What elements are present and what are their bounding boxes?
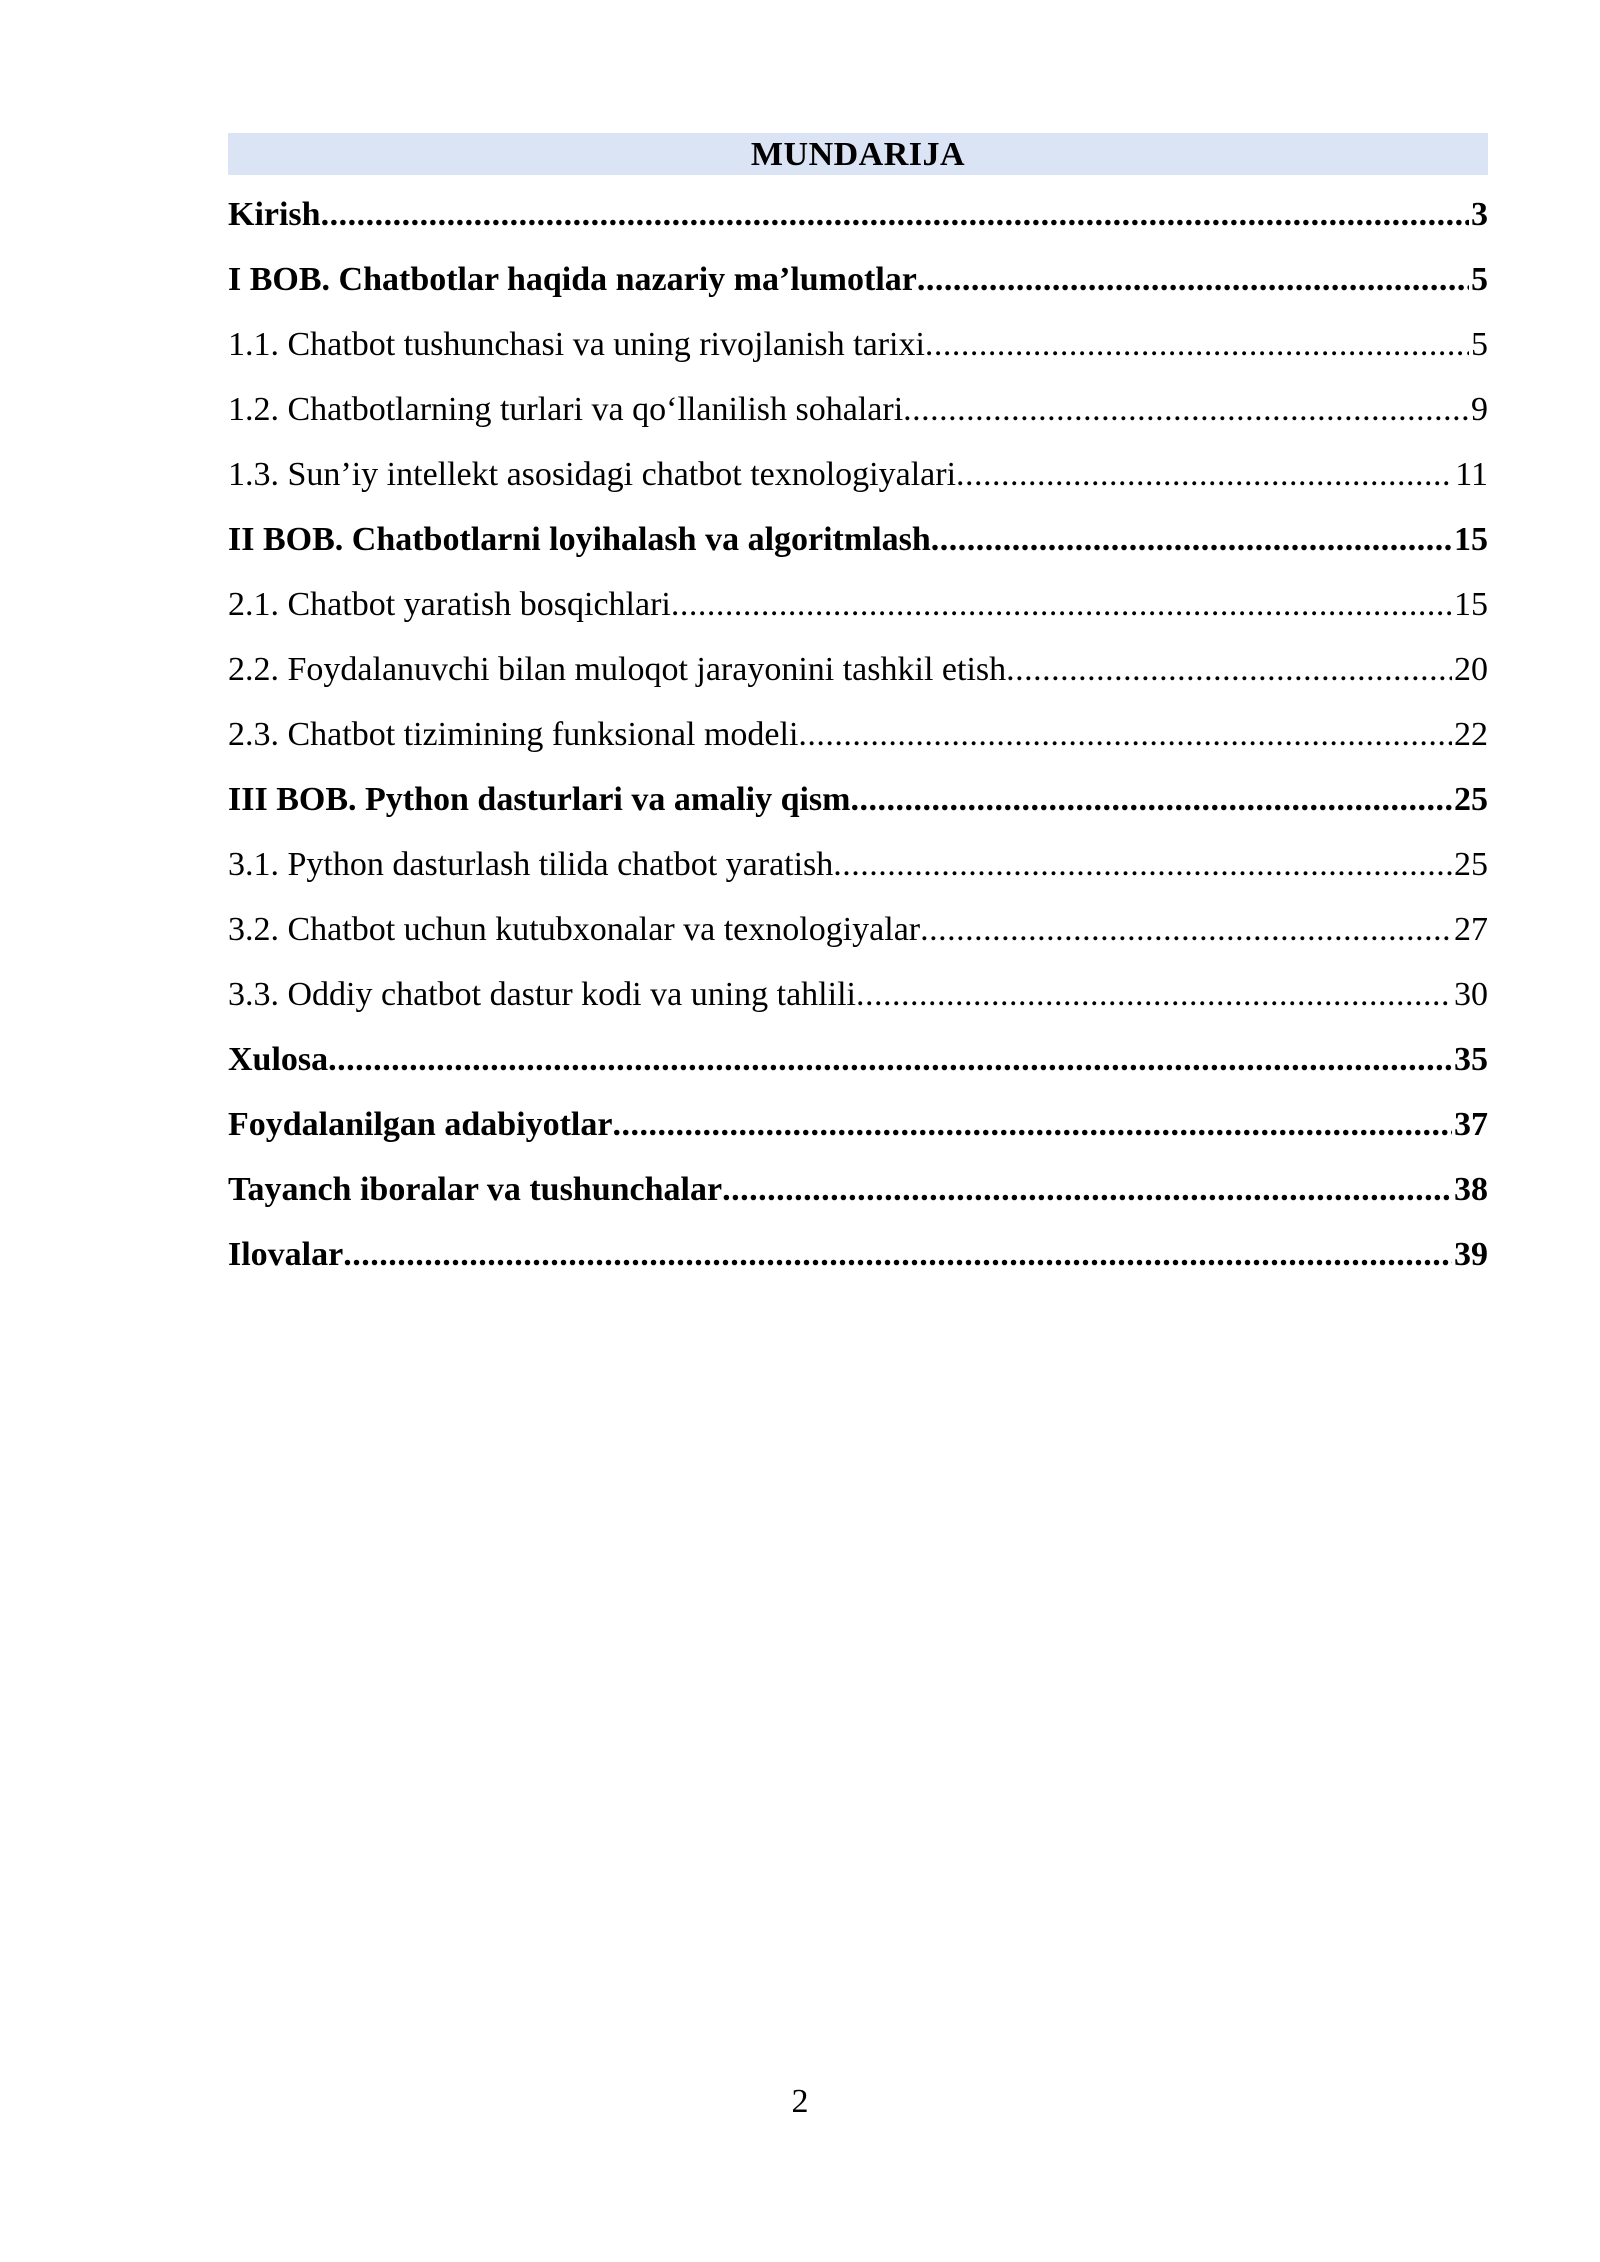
toc-entry-page: 39 bbox=[1454, 1236, 1488, 1273]
toc-entry-label: 2.3. Chatbot tizimining funksional modeli bbox=[228, 716, 799, 753]
toc-entry-page: 25 bbox=[1454, 781, 1488, 818]
toc-entry[interactable] bbox=[228, 1222, 1488, 1287]
toc-entry-label: 1.2. Chatbotlarning turlari va qo‘llanilish sohalari bbox=[228, 391, 904, 428]
toc-dot-leader bbox=[856, 962, 1452, 1027]
toc-entry-label: II BOB. Chatbotlarni loyihalash va algoritmlash bbox=[228, 521, 931, 558]
page-number: 2 bbox=[791, 2083, 809, 2120]
toc-entry-label: I BOB. Chatbotlar haqida nazariy ma’lumotlar bbox=[228, 261, 917, 298]
toc-entry-page: 27 bbox=[1454, 911, 1488, 948]
toc-dot-leader bbox=[917, 247, 1469, 312]
toc-dot-leader bbox=[798, 702, 1452, 767]
toc-dot-leader bbox=[612, 1092, 1452, 1157]
toc-entry[interactable] bbox=[228, 1027, 1488, 1092]
toc-entry[interactable] bbox=[228, 572, 1488, 637]
toc-entry[interactable] bbox=[228, 832, 1488, 897]
toc-entry-page: 38 bbox=[1454, 1171, 1488, 1208]
toc-entry[interactable] bbox=[228, 442, 1488, 507]
toc-entry-page: 22 bbox=[1454, 716, 1488, 753]
toc-entry-page: 15 bbox=[1454, 586, 1488, 623]
toc-entry[interactable] bbox=[228, 702, 1488, 767]
toc-entry-label: Xulosa bbox=[228, 1041, 329, 1078]
toc-entry-page: 9 bbox=[1471, 391, 1488, 428]
toc-dot-leader bbox=[931, 507, 1452, 572]
toc-entry-label: Foydalanilgan adabiyotlar bbox=[228, 1106, 613, 1143]
toc-entry-label: 3.2. Chatbot uchun kutubxonalar va texnologiyalar bbox=[228, 911, 921, 948]
toc-entry-label: 2.1. Chatbot yaratish bosqichlari bbox=[228, 586, 671, 623]
toc-entry-page: 11 bbox=[1455, 456, 1488, 493]
toc-entry[interactable] bbox=[228, 507, 1488, 572]
toc-entry-label: 3.1. Python dasturlash tilida chatbot yaratish bbox=[228, 846, 834, 883]
toc-entry[interactable] bbox=[228, 897, 1488, 962]
toc-dot-leader bbox=[321, 182, 1469, 247]
toc-entry[interactable] bbox=[228, 767, 1488, 832]
toc-entry[interactable] bbox=[228, 1157, 1488, 1222]
toc-entry-label: Tayanch iboralar va tushunchalar bbox=[228, 1171, 723, 1208]
toc-dot-leader bbox=[833, 832, 1452, 897]
toc-dot-leader bbox=[343, 1222, 1452, 1287]
toc-entry[interactable] bbox=[228, 637, 1488, 702]
toc-entry-page: 25 bbox=[1454, 846, 1488, 883]
toc-dot-leader bbox=[850, 767, 1452, 832]
toc-dot-leader bbox=[328, 1027, 1452, 1092]
toc-entry-page: 5 bbox=[1471, 261, 1488, 298]
toc-entry[interactable] bbox=[228, 182, 1488, 247]
toc-entry[interactable] bbox=[228, 377, 1488, 442]
toc-entry-label: 3.3. Oddiy chatbot dastur kodi va uning tahlili bbox=[228, 976, 856, 1013]
toc-dot-leader bbox=[1006, 637, 1452, 702]
toc-dot-leader bbox=[671, 572, 1452, 637]
toc-entry-label: 1.1. Chatbot tushunchasi va uning rivojlanish tarixi bbox=[228, 326, 925, 363]
toc-title: MUNDARIJA bbox=[228, 133, 1488, 175]
toc-entry-page: 5 bbox=[1471, 326, 1488, 363]
toc-entry-label: Ilovalar bbox=[228, 1236, 344, 1273]
toc-dot-leader bbox=[722, 1157, 1452, 1222]
toc-dot-leader bbox=[925, 312, 1469, 377]
table-of-contents bbox=[228, 133, 1488, 1287]
toc-entry[interactable] bbox=[228, 312, 1488, 377]
toc-entry[interactable] bbox=[228, 1092, 1488, 1157]
toc-entry-page: 37 bbox=[1454, 1106, 1488, 1143]
toc-entry-label: 1.3. Sun’iy intellekt asosidagi chatbot texnologiyalari bbox=[228, 456, 957, 493]
toc-entry-label: III BOB. Python dasturlari va amaliy qism bbox=[228, 781, 851, 818]
toc-dot-leader bbox=[920, 897, 1452, 962]
toc-dot-leader bbox=[903, 377, 1469, 442]
toc-dot-leader bbox=[956, 442, 1453, 507]
toc-entry-page: 20 bbox=[1454, 651, 1488, 688]
toc-list bbox=[228, 182, 1488, 1287]
toc-entry[interactable] bbox=[228, 247, 1488, 312]
toc-entry[interactable] bbox=[228, 962, 1488, 1027]
toc-entry-label: 2.2. Foydalanuvchi bilan muloqot jarayonini tashkil etish bbox=[228, 651, 1007, 688]
toc-entry-page: 30 bbox=[1454, 976, 1488, 1013]
toc-entry-label: Kirish bbox=[228, 196, 321, 233]
toc-entry-page: 35 bbox=[1454, 1041, 1488, 1078]
toc-entry-page: 3 bbox=[1471, 196, 1488, 233]
toc-entry-page: 15 bbox=[1454, 521, 1488, 558]
